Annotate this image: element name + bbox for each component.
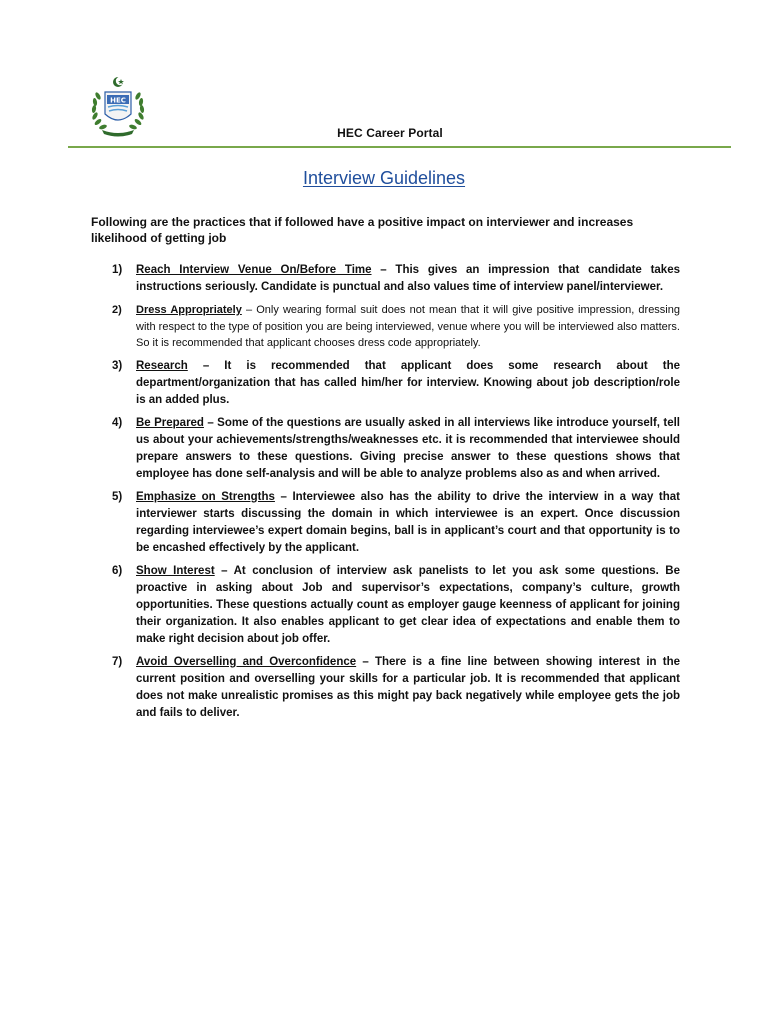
guideline-number: 3) (112, 359, 123, 372)
guideline-item (112, 262, 680, 296)
guideline-item (112, 358, 680, 409)
guideline-item (112, 654, 680, 722)
guideline-heading: Research (136, 359, 188, 372)
guideline-number: 2) (112, 304, 122, 316)
guideline-text: – It is recommended that applicant does some research about the department/organization that has called him/her for interview. Knowing about job description/role is an added plus. (136, 359, 680, 406)
guideline-text: – Some of the questions are usually asked in all interviews like introduce yourself, tell us about your achievements/strengths/weaknesses etc. it is recommended that interviewee should prepare answers to these questions. Giving precise answer to these questions shows that employee has done self-analysis and will be able to analyze problems also as and when arrived. (136, 416, 680, 480)
guideline-heading: Be Prepared (136, 416, 204, 429)
guideline-number: 5) (112, 490, 123, 503)
guideline-item (112, 415, 680, 483)
guideline-item (112, 489, 680, 557)
guideline-number: 6) (112, 564, 123, 577)
guideline-heading: Avoid Overselling and Overconfidence (136, 655, 357, 668)
guideline-text: – This gives an impression that candidate takes instructions seriously. Candidate is punctual and also values time of interview panel/interviewer. (136, 264, 680, 293)
guideline-text: – Only wearing formal suit does not mean that it will give positive impression, dressing with respect to the type of position you are being interviewed, venue where you will be interviewed also matters. So it is recommended that applicant chooses dress code appropriately. (136, 304, 680, 349)
portal-title: HEC Career Portal (337, 126, 443, 140)
guideline-item (112, 302, 680, 352)
guideline-number: 7) (112, 655, 123, 668)
logo-text: HEC (110, 96, 126, 105)
guideline-heading: Reach Interview Venue On/Before Time (136, 264, 372, 276)
guideline-number: 4) (112, 416, 123, 429)
guideline-heading: Show Interest (136, 564, 215, 577)
document-title: Interview Guidelines (302, 168, 466, 188)
guideline-text: – At conclusion of interview ask panelists to let you ask some questions. Be proactive in asking about Job and supervisor’s expectations, company’s culture, growth opportunities. These questions actually count as employer gauge keenness of applicant for joining their organization. It also enables applicant to get clear idea of expectations and enable them to make right decision about job offer. (136, 564, 681, 645)
guideline-heading: Emphasize on Strengths (136, 490, 275, 503)
guideline-item (112, 563, 680, 648)
header-divider (68, 146, 731, 148)
guideline-text: – There is a fine line between showing interest in the current position and overselling your skills for a particular job. It is recommended that applicant does not make unrealistic promises as this might pay back negatively while employee gets the job and fails to deliver. (136, 655, 680, 719)
guideline-text: – Interviewee also has the ability to drive the interview in a way that interviewer starts discussing the domain in which interviewee is an expert. Once discussion regarding interviewee’s expert domain begins, ball is in applicant’s court and that opportunity is to be encashed effectively by the applicant. (136, 490, 681, 554)
guidelines-list (112, 262, 680, 728)
intro-paragraph: Following are the practices that if followed have a positive impact on interviewer and increases likelihood of getting job (91, 215, 634, 245)
guideline-number: 1) (112, 264, 123, 276)
guideline-heading: Dress Appropriately (136, 304, 242, 316)
